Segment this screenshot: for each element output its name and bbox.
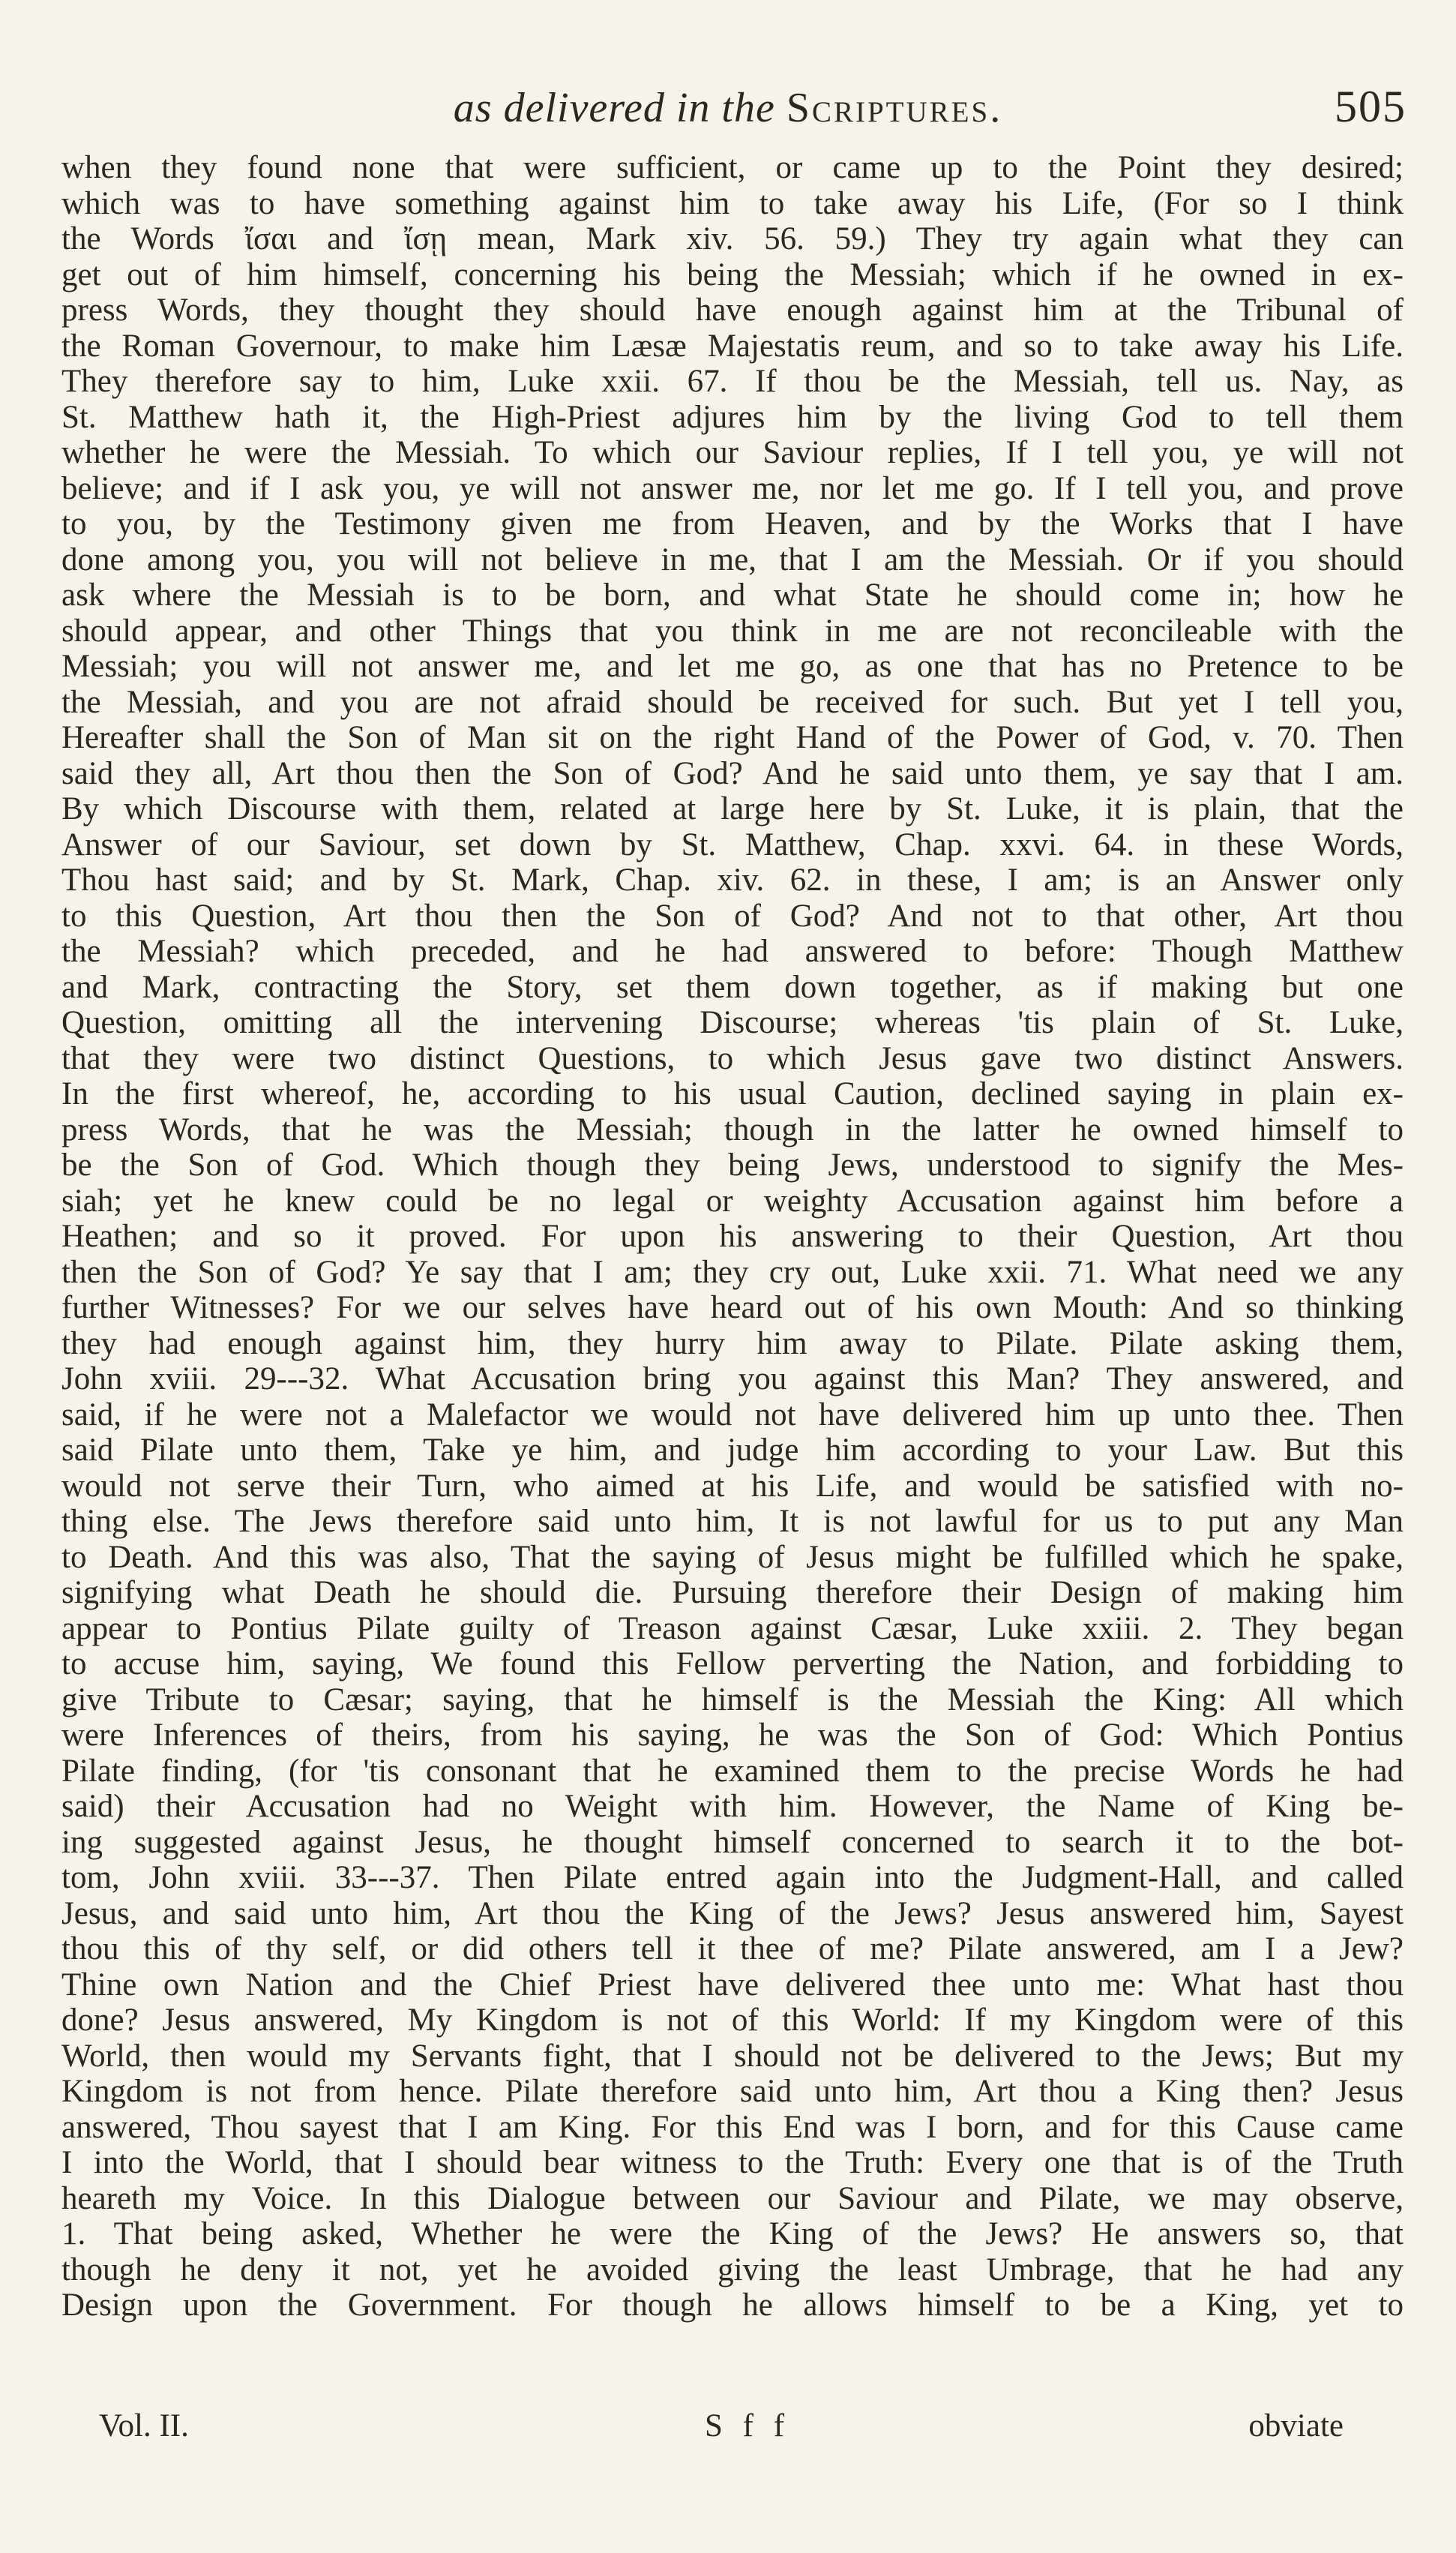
text-line: done among you, you will not believe in me, that I am the Messiah. Or if you should (61, 542, 1404, 578)
running-head (0, 84, 1456, 132)
text-line: the Messiah? which preceded, and he had answered to before: Though Matthew (61, 934, 1404, 969)
text-line: whether he were the Messiah. To which our Saviour replies, If I tell you, ye will not (61, 435, 1404, 470)
text-line: further Witnesses? For we our selves have heard out of his own Mouth: And so thinking (61, 1290, 1404, 1325)
text-line: I into the World, that I should bear witness to the Truth: Every one that is of the Truth (61, 2145, 1404, 2180)
text-line: Heathen; and so it proved. For upon his answering to their Question, Art thou (61, 1219, 1404, 1254)
text-line: ing suggested against Jesus, he thought himself concerned to search it to the bot- (61, 1824, 1404, 1860)
text-line: heareth my Voice. In this Dialogue between our Saviour and Pilate, we may observe, (61, 2180, 1404, 2216)
page-number: 505 (1335, 82, 1407, 131)
text-line: they had enough against him, they hurry him away to Pilate. Pilate asking them, (61, 1325, 1404, 1361)
text-line: to you, by the Testimony given me from Heaven, and by the Works that I have (61, 506, 1404, 542)
text-line: said Pilate unto them, Take ye him, and judge him according to your Law. But this (61, 1432, 1404, 1468)
text-line: They therefore say to him, Luke xxii. 67. If thou be the Messiah, tell us. Nay, as (61, 364, 1404, 399)
text-line: appear to Pontius Pilate guilty of Treason against Cæsar, Luke xxiii. 2. They began (61, 1610, 1404, 1646)
text-line: John xviii. 29---32. What Accusation bring you against this Man? They answered, and (61, 1361, 1404, 1396)
signature-mark: S f f (705, 2408, 791, 2444)
text-line: get out of him himself, concerning his being the Messiah; which if he owned in ex- (61, 256, 1404, 292)
text-line: though he deny it not, yet he avoided giving the least Umbrage, that he had any (61, 2252, 1404, 2288)
catchword: obviate (1248, 2408, 1344, 2444)
text-line: thou this of thy self, or did others tell it thee of me? Pilate answered, am I a Jew? (61, 1931, 1404, 1966)
text-line: Jesus, and said unto him, Art thou the King of the Jews? Jesus answered him, Sayest (61, 1895, 1404, 1931)
text-line: siah; yet he knew could be no legal or weighty Accusation against him before a (61, 1183, 1404, 1219)
text-line: signifying what Death he should die. Pursuing therefore their Design of making him (61, 1575, 1404, 1610)
volume-label: Vol. II. (99, 2408, 189, 2444)
text-line: should appear, and other Things that you think in me are not reconcileable with the (61, 613, 1404, 649)
text-line: tom, John xviii. 33---37. Then Pilate entred again into the Judgment-Hall, and called (61, 1860, 1404, 1895)
running-head-caps: Scriptures. (786, 85, 1003, 131)
text-line: St. Matthew hath it, the High-Priest adjures him by the living God to tell them (61, 399, 1404, 435)
text-line: 1. That being asked, Whether he were the King of the Jews? He answers so, that (61, 2216, 1404, 2252)
text-line: Messiah; you will not answer me, and let me go, as one that has no Pretence to be (61, 649, 1404, 684)
body-text (61, 150, 1404, 2324)
text-line: Design upon the Government. For though he allows himself to be a King, yet to (61, 2288, 1404, 2323)
text-line: thing else. The Jews therefore said unto him, It is not lawful for us to put any Man (61, 1504, 1404, 1539)
text-line: be the Son of God. Which though they being Jews, understood to signify the Mes- (61, 1148, 1404, 1183)
text-line: then the Son of God? Ye say that I am; they cry out, Luke xxii. 71. What need we any (61, 1254, 1404, 1290)
text-line: said they all, Art thou then the Son of God? And he said unto them, ye say that I am. (61, 755, 1404, 791)
text-line: Hereafter shall the Son of Man sit on the right Hand of the Power of God, v. 70. Then (61, 720, 1404, 755)
text-line: which was to have something against him to take away his Life, (For so I think (61, 185, 1404, 221)
text-line: In the first whereof, he, according to his usual Caution, declined saying in plain ex- (61, 1076, 1404, 1112)
text-line: the Roman Governour, to make him Læsæ Majestatis reum, and so to take away his Life. (61, 328, 1404, 364)
text-line: By which Discourse with them, related at large here by St. Luke, it is plain, that the (61, 791, 1404, 826)
text-line: believe; and if I ask you, ye will not answer me, nor let me go. If I tell you, and prove (61, 470, 1404, 506)
text-line: press Words, they thought they should have enough against him at the Tribunal of (61, 292, 1404, 328)
text-line: done? Jesus answered, My Kingdom is not of this World: If my Kingdom were of this (61, 2002, 1404, 2038)
text-line: and Mark, contracting the Story, set them down together, as if making but one (61, 969, 1404, 1005)
text-line: would not serve their Turn, who aimed at his Life, and would be satisfied with no- (61, 1468, 1404, 1504)
text-line: press Words, that he was the Messiah; though in the latter he owned himself to (61, 1112, 1404, 1148)
text-line: World, then would my Servants fight, that I should not be delivered to the Jews; But my (61, 2038, 1404, 2074)
text-line: were Inferences of theirs, from his saying, he was the Son of God: Which Pontius (61, 1718, 1404, 1753)
text-line: Pilate finding, (for 'tis consonant that he examined them to the precise Words he had (61, 1753, 1404, 1789)
text-line: said, if he were not a Malefactor we would not have delivered him up unto thee. Then (61, 1396, 1404, 1432)
text-line: Answer of our Saviour, set down by St. Matthew, Chap. xxvi. 64. in these Words, (61, 826, 1404, 862)
text-line: the Words ἴσαι and ἴσῃ mean, Mark xiv. 56. 59.) They try again what they can (61, 221, 1404, 256)
text-line: Thou hast said; and by St. Mark, Chap. xiv. 62. in these, I am; is an Answer only (61, 862, 1404, 898)
text-line: Question, omitting all the intervening Discourse; whereas 'tis plain of St. Luke, (61, 1005, 1404, 1040)
text-line: Thine own Nation and the Chief Priest have delivered thee unto me: What hast thou (61, 1966, 1404, 2002)
text-line: to accuse him, saying, We found this Fellow perverting the Nation, and forbidding to (61, 1646, 1404, 1682)
text-line: give Tribute to Cæsar; saying, that he himself is the Messiah the King: All which (61, 1682, 1404, 1718)
text-line: answered, Thou sayest that I am King. For this End was I born, and for this Cause came (61, 2109, 1404, 2145)
text-line: that they were two distinct Questions, to which Jesus gave two distinct Answers. (61, 1040, 1404, 1076)
running-head-italic: as delivered in the (453, 85, 775, 131)
page-footer (0, 2408, 1456, 2452)
text-line: said) their Accusation had no Weight with him. However, the Name of King be- (61, 1789, 1404, 1824)
text-line: the Messiah, and you are not afraid should be received for such. But yet I tell you, (61, 684, 1404, 720)
text-line: Kingdom is not from hence. Pilate therefore said unto him, Art thou a King then? Jesus (61, 2074, 1404, 2109)
text-line: when they found none that were sufficient, or came up to the Point they desired; (61, 150, 1404, 185)
text-line: to Death. And this was also, That the saying of Jesus might be fulfilled which he spake, (61, 1539, 1404, 1575)
text-line: ask where the Messiah is to be born, and what State he should come in; how he (61, 578, 1404, 613)
text-line: to this Question, Art thou then the Son of God? And not to that other, Art thou (61, 898, 1404, 934)
